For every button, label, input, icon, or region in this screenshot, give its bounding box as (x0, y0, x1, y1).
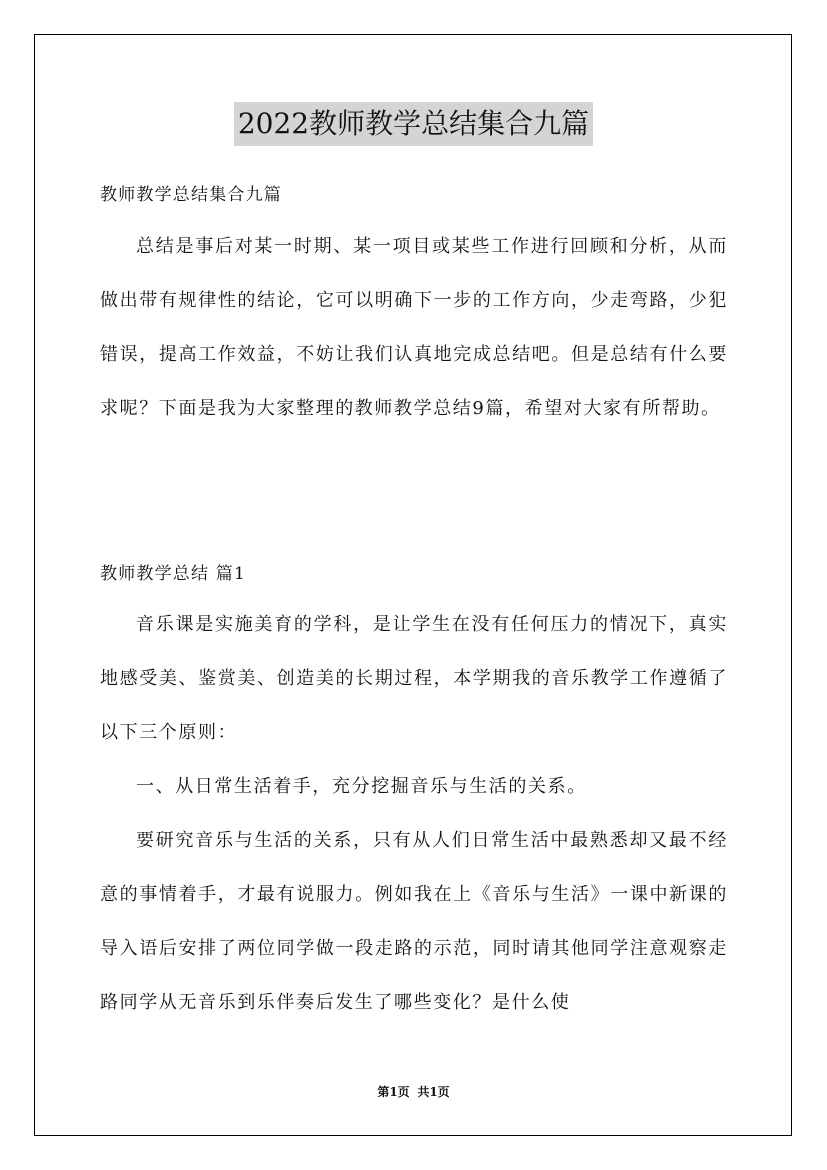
page-total: 共1页 (417, 1085, 450, 1099)
document-subtitle: 教师教学总结集合九篇 (100, 185, 282, 205)
body-paragraph-2: 一、从日常生活着手，充分挖掘音乐与生活的关系。 (136, 776, 587, 797)
document-title-text: 2022教师教学总结集合九篇 (234, 102, 593, 146)
document-title (0, 102, 827, 146)
body-paragraph-1: 音乐课是实施美育的学科，是让学生在没有任何压力的情况下，真实地感受美、鉴赏美、创造美的长期过程，本学期我的音乐教学工作遵循了以下三个原则： (100, 614, 728, 743)
section-heading: 教师教学总结 篇1 (100, 564, 247, 584)
page-footer (0, 1083, 827, 1101)
intro-paragraph: 总结是事后对某一时期、某一项目或某些工作进行回顾和分析，从而做出带有规律性的结论，它可以明确下一步的工作方向，少走弯路，少犯错误，提高工作效益，不妨让我们认真地完成总结吧。但是总结有什么要求呢？下面是我为大家整理的教师教学总结9篇，希望对大家有所帮助。 (100, 236, 728, 419)
page-number: 第1页 (377, 1085, 410, 1099)
body-paragraph-3: 要研究音乐与生活的关系，只有从人们日常生活中最熟悉却又最不经意的事情着手，才最有说服力。例如我在上《音乐与生活》一课中新课的导入语后安排了两位同学做一段走路的示范，同时请其他同学注意观察走路同学从无音乐到乐伴奏后发生了哪些变化？是什么使 (100, 830, 728, 1013)
